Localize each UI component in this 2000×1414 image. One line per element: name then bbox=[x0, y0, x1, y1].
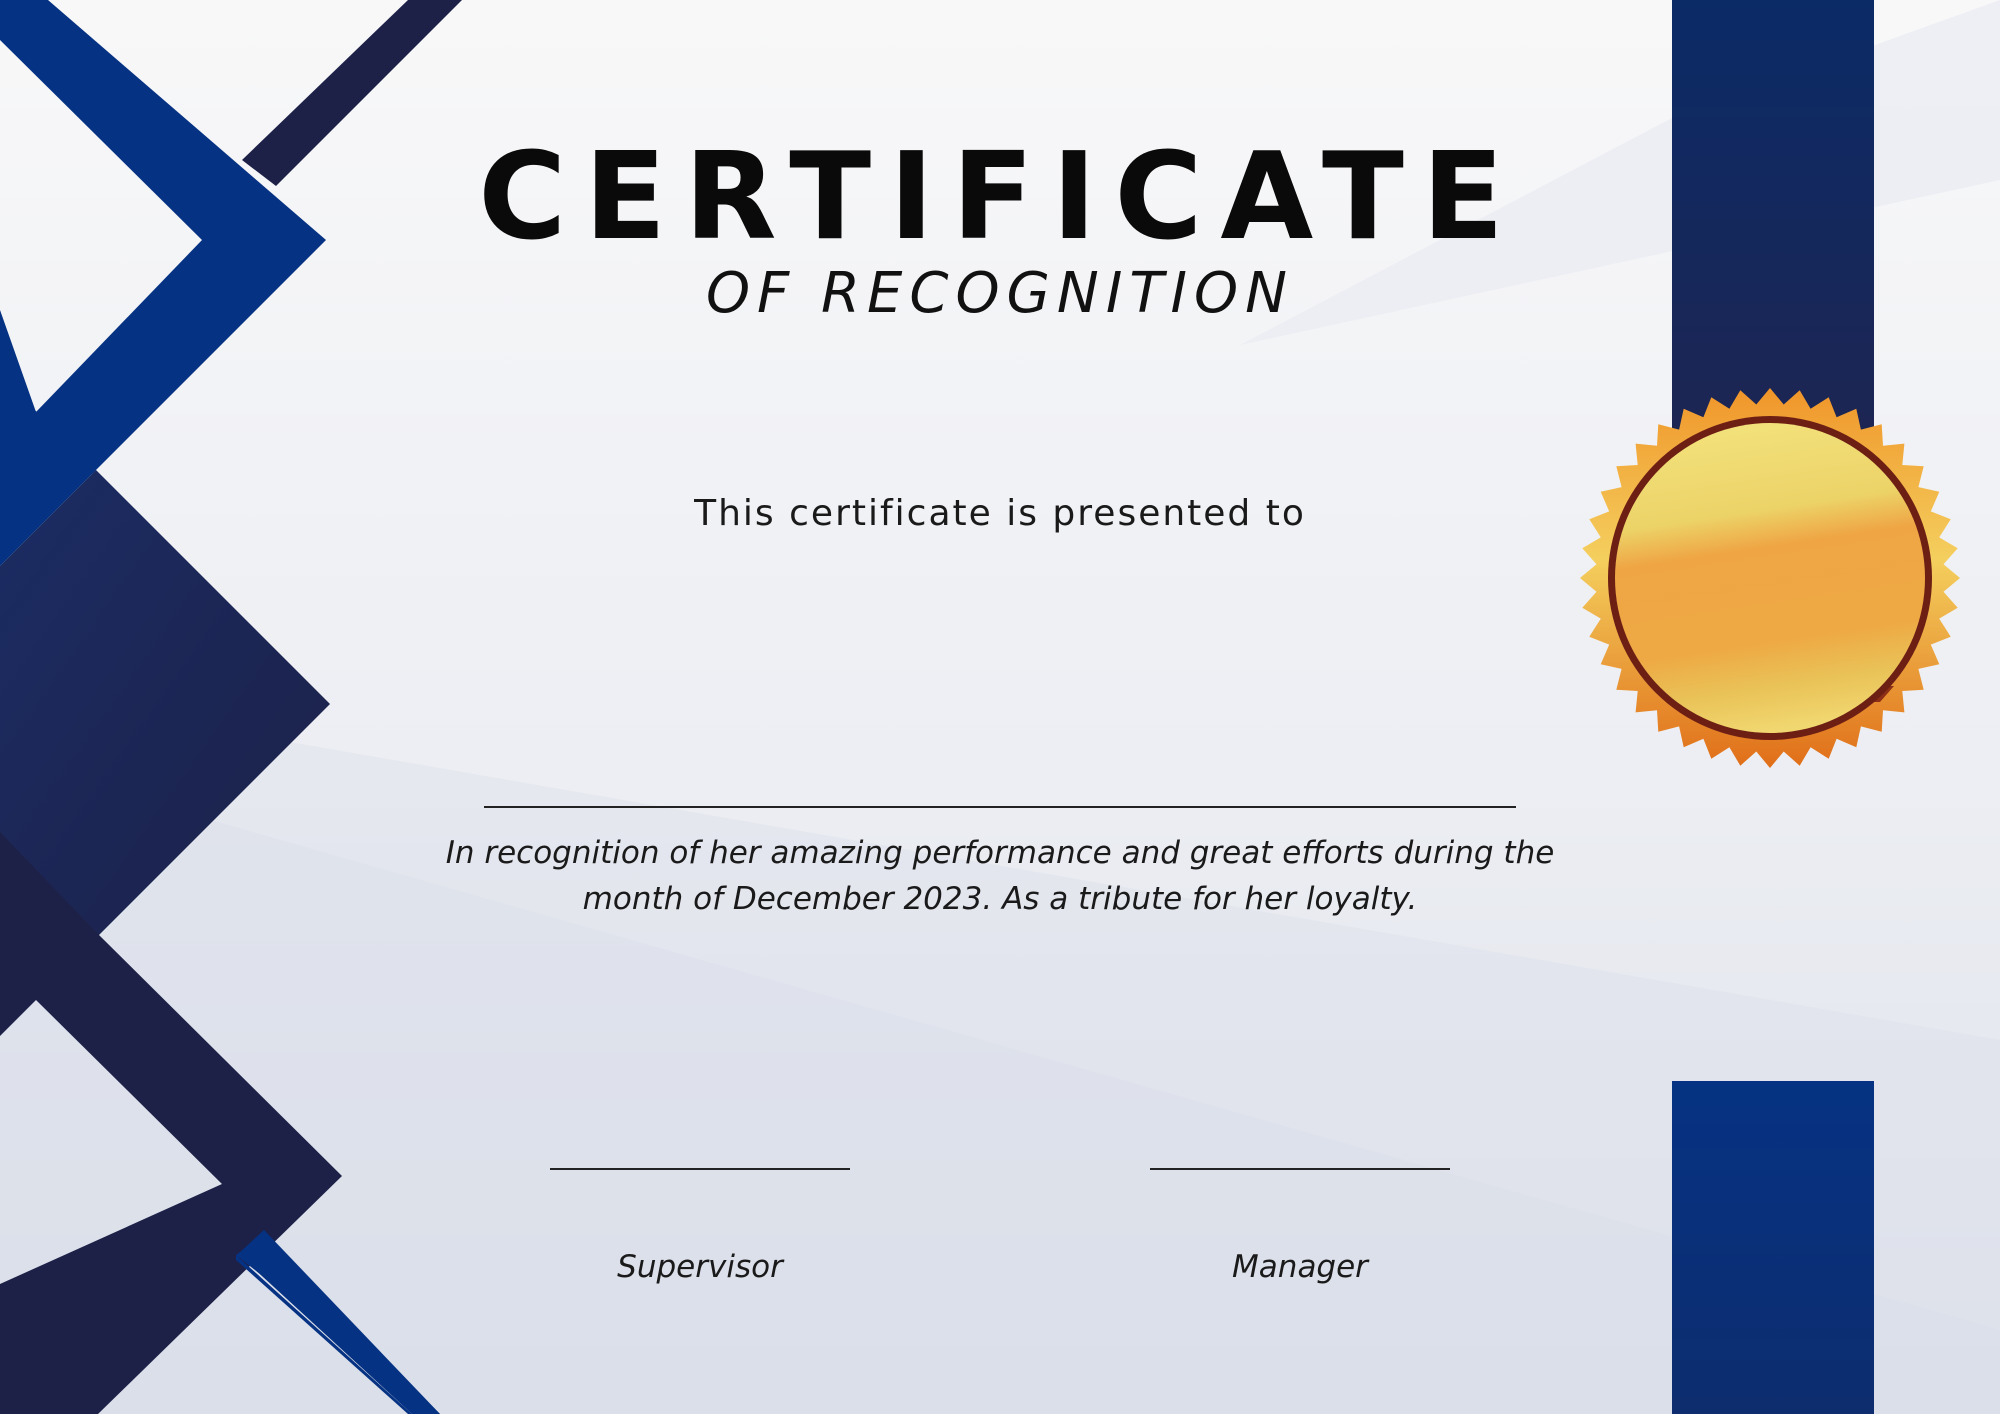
manager-signature-line bbox=[1150, 1168, 1450, 1170]
recognition-line-1: In recognition of her amazing performance and great efforts during the bbox=[445, 835, 1555, 871]
certificate-title: CERTIFICATE bbox=[478, 128, 1522, 267]
gold-seal-icon bbox=[1580, 388, 1960, 768]
recognition-text bbox=[420, 830, 1580, 922]
supervisor-signature-line bbox=[550, 1168, 850, 1170]
presented-to-text: This certificate is presented to bbox=[694, 493, 1306, 534]
recipient-name-line bbox=[484, 806, 1516, 808]
recognition-line-2: month of December 2023. As a tribute for her loyalty. bbox=[582, 881, 1418, 917]
certificate-subtitle: OF RECOGNITION bbox=[705, 261, 1295, 326]
supervisor-label: Supervisor bbox=[617, 1249, 783, 1285]
manager-label: Manager bbox=[1232, 1249, 1368, 1285]
